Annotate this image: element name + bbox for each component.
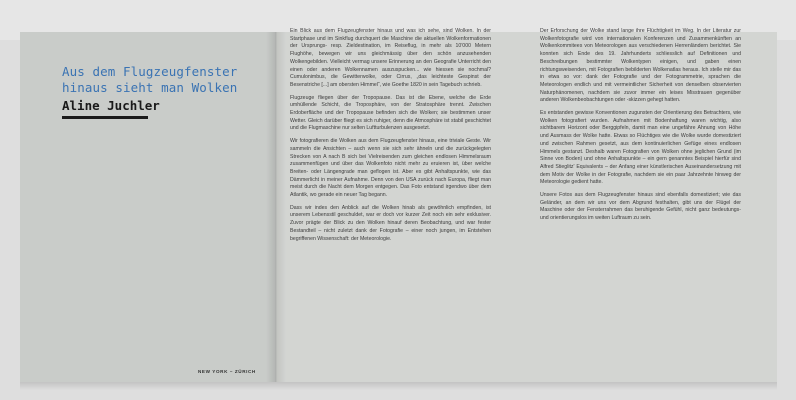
left-page	[20, 32, 276, 382]
book-gutter	[266, 32, 286, 382]
paragraph: Ein Blick aus dem Flugzeugfenster hinaus und was ich sehe, sind Wolken. In der Startphase und im Sinkflug durchquert die Maschine die aktuellen Wolkenformationen der Ursprungs- resp. Zieldestination, im Reiseflug, in mehr als 10'000 Metern Flughöhe, bewegen wir uns gleichmässig über den schön anzusehenden Wolkengebilden. Vielleicht vermag unsere Erinnerung an den Geografie Unterricht den einen oder anderen Wolkennamen auszuspucken... wie hiessen sie nochmal? Cumulonimbus, die Gewitterwolke, oder Cirrus, „das leichteste Gespinst der Besenstriche [...] am obersten Himmel“, wie Goethe 1820 in sein Tagebuch schrieb.	[290, 28, 491, 88]
text-column-2	[540, 28, 741, 228]
paragraph: Es entstanden gewisse Konventionen zugunsten der Orientierung des Betrachters, wie Wolken fotografiert wurden. Aufnahmen mit Bodenhaftung waren wichtig, also sichtbarem Horizont oder Berggipfeln, damit man eine ungefähre Ahnung von Höhe und Ausmass der Wolke hatte. Etwas so Flüchtiges wie die Wolke wurde domestiziert und zwischen Rahmen gesetzt, aus dem kontinuierlichen Gefüge eines endlosen Himmels gestanzt. Deshalb waren Fotografien von Wolken ohne jeglichen Grund (im Sinne von Boden) und ohne Anhaltspunkte – ein gern genanntes Beispiel hierfür sind Alfred Stieglitz' Equivalents – der Anfang einer künstlerischen Auseinandersetzung mit dem Motiv der Wolke in der Fotografie, nachdem sie ein paar Jahrzehnte hinweg der Meteorologie gedient hatte.	[540, 110, 741, 186]
article-title: Aus dem Flugzeugfenster hinaus sieht man Wolken	[62, 64, 238, 95]
paragraph: Dass wir indes den Anblick auf die Wolken hinab als gewöhnlich empfinden, ist unserem Lebensstil geschuldet, war er doch vor kurzer Zeit noch ein sehr exklusiver. Zuvor prägte der Blick zu den Wolken hinauf deren Beobachtung, und war fester Bestandteil – nicht zuletzt dank der Fotografie – einer noch jungen, im Entstehen begriffenen Wissenschaft: der Meteorologie.	[290, 204, 491, 242]
paragraph: Flugzeuge fliegen über der Tropopause. Das ist die Ebene, welche die Erde umhüllende Schicht, die Troposphäre, von der Stratosphäre trennt. Zwischen Erdoberfläche und der Tropopause befinden sich die Wolken; sie bestimmen unser Wetter. Gleich darüber fliegt es sich ruhiger, denn die Atmosphäre ist stabil geschichtet und die Flugmaschine nur selten Luftturbulenzen ausgesetzt.	[290, 94, 491, 132]
paragraph: Wir fotografieren die Wolken aus dem Flugzeugfenster hinaus, eine triviale Geste. Wir sammeln die Ansichten – auch wenn sie sich sehr ähneln und die zurückgelegten Strecken von A nach B sich bei Vielreisenden zum gleichen endlosen Himmelsraum zusammenfügen und über das Wolkenfoto nicht mehr zu eruieren ist, über welche Breiten- oder Längengrade man geflogen ist. Aber es gibt Anhaltspunkte, wie das Dämmerlicht in meiner Aufnahme. Denn von den USA zurück nach Europa, fliegt man meist durch die Nacht dem Morgen entgegen. Das Foto entstand irgendwo über dem Atlantik, wo gerade ein neuer Tag begann.	[290, 138, 491, 199]
author-name: Aline Juchler	[62, 98, 160, 113]
title-underline	[62, 116, 148, 119]
paragraph: Der Erforschung der Wolke stand lange ihre Flüchtigkeit im Weg. In der Literatur zur Wolkenfotografie wird von internationalen Konferenzen und Zusammenkünften an Wolkenkommitees von Meteorologen aus verschiedenen Herrenländern berichtet. Sie konnten sich Ende des 19. Jahrhunderts schliesslich auf Definitionen und Beschreibungen bestimmter Wolkentypen einigen, und gaben einen richtungsweisenden, mit Fotografien bebilderten Wolkenatlas heraus. Ich stelle mir das in etwa so vor: dank der Fotografie und der Fotogrammetrie, sprachen die Meteorologen endlich und mit vermeintlicher Sicherheit von denselben observierten Naturphänomenen, nachdem sie zuvor immer ein leises Misstrauen gegenüber anderen Wolkenbeobachtungen oder -skizzen gehegt hatten.	[540, 28, 741, 104]
location-caption: NEW YORK – ZÜRICH	[198, 369, 256, 374]
booklet-shadow	[20, 382, 777, 390]
paragraph: Unsere Fotos aus dem Flugzeugfenster hinaus sind ebenfalls domestiziert; wie das Geländer, an dem wir uns vor dem Abgrund festhalten, gibt uns der Flügel der Maschine oder der Fensterrahmen das beruhigende Gefühl, nicht ganz bedeutungs- und orientierungslos im weiten Luftraum zu sein.	[540, 192, 741, 222]
text-column-1	[290, 28, 491, 248]
